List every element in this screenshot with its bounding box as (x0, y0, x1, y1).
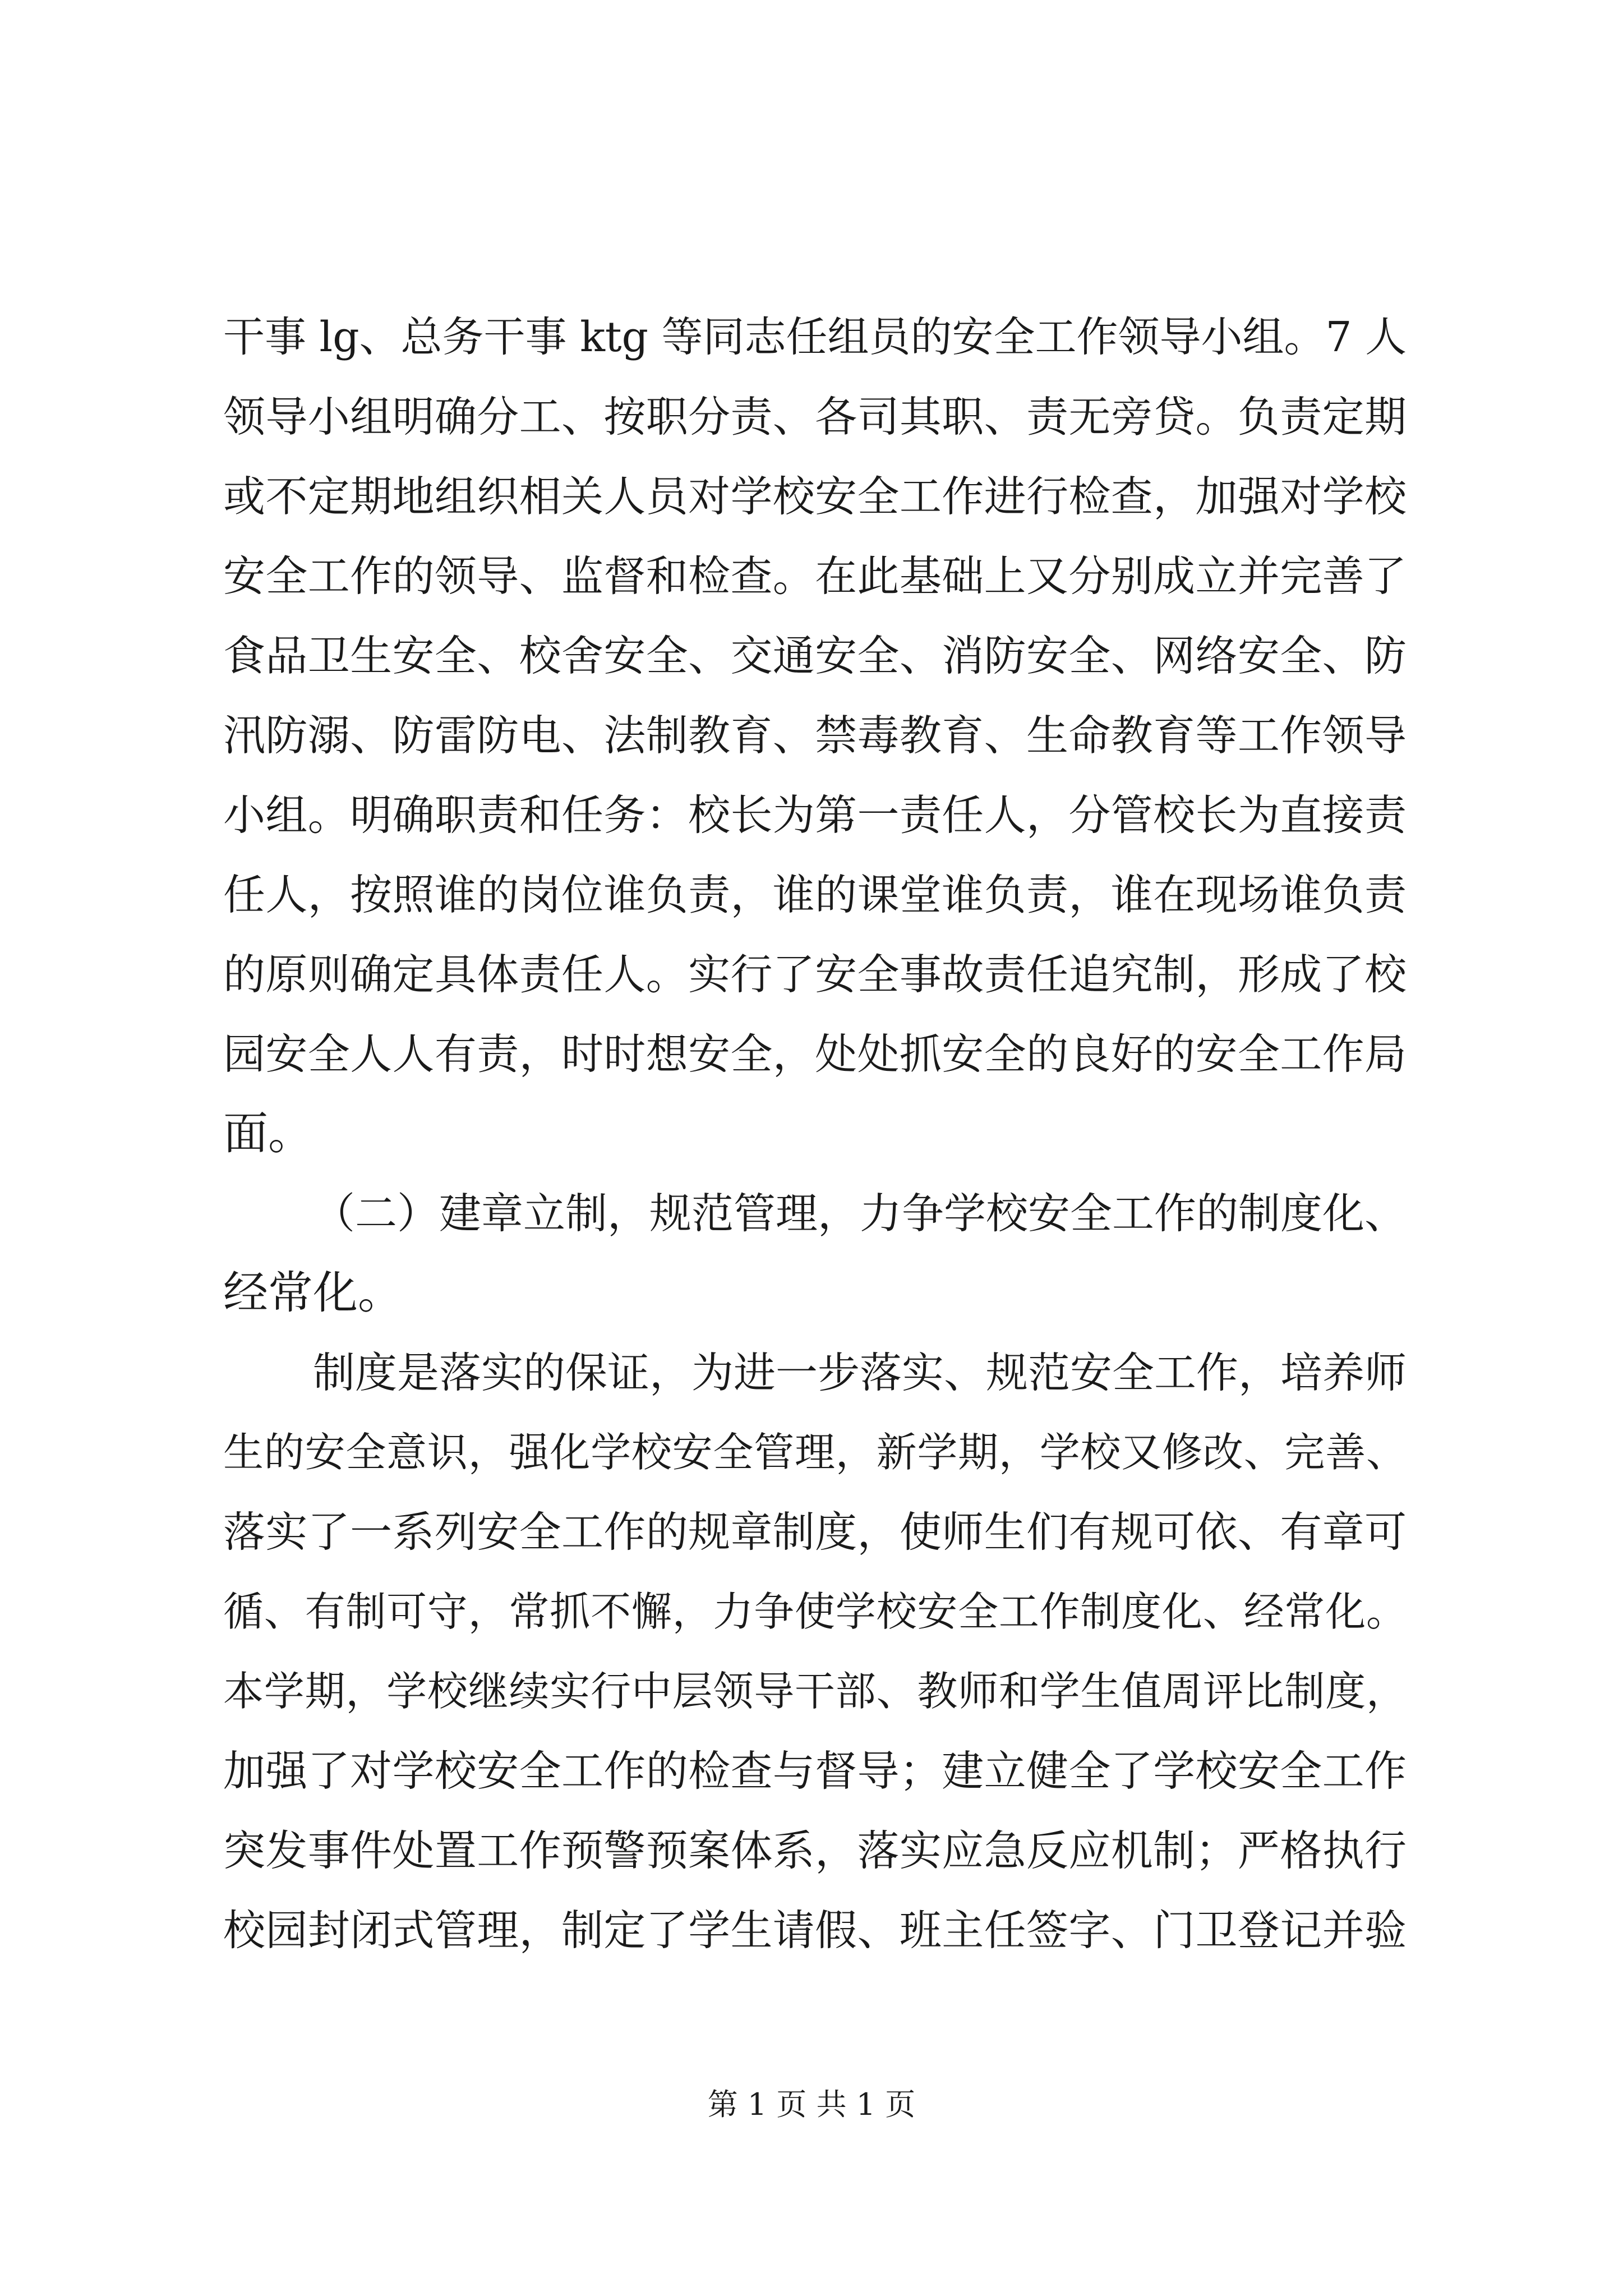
text-line: 干事 lg、总务干事 ktg 等同志任组员的安全工作领导小组。7 人 (223, 313, 1407, 361)
text-line: 汛防溺、防雷防电、法制教育、禁毒教育、生命教育等工作领导 (223, 711, 1407, 760)
text-line: 生的安全意识，强化学校安全管理，新学期，学校又修改、完善、 (223, 1429, 1407, 1476)
text-line: 制度是落实的保证，为进一步落实、规范安全工作，培养师 (313, 1348, 1407, 1397)
text-line: 加强了对学校安全工作的检查与督导；建立健全了学校安全工作 (223, 1746, 1407, 1796)
text-line: 任人，按照谁的岗位谁负责，谁的课堂谁负责，谁在现场谁负责 (223, 870, 1407, 919)
text-line: 安全工作的领导、监督和检查。在此基础上又分别成立并完善了 (223, 551, 1407, 601)
text-line: 的原则确定具体责任人。实行了安全事故责任追究制，形成了校 (223, 950, 1407, 999)
text-line: 落实了一系列安全工作的规章制度，使师生们有规可依、有章可 (223, 1507, 1407, 1557)
text-line: 循、有制可守，常抓不懈，力争使学校安全工作制度化、经常化。 (223, 1588, 1407, 1635)
page-footer: 第 1 页 共 1 页 (707, 2087, 916, 2122)
text-line: 园安全人人有责，时时想安全，处处抓安全的良好的安全工作局 (223, 1029, 1407, 1079)
text-line: 或不定期地组织相关人员对学校安全工作进行检查，加强对学校 (223, 472, 1407, 521)
text-line: 校园封闭式管理，制定了学生请假、班主任签字、门卫登记并验 (223, 1906, 1407, 1955)
section-heading-continued: 经常化。 (223, 1267, 403, 1319)
section-heading: （二）建章立制，规范管理，力争学校安全工作的制度化、 (313, 1189, 1407, 1238)
text-line: 本学期，学校继续实行中层领导干部、教师和学生值周评比制度， (223, 1668, 1407, 1715)
text-line: 食品卫生安全、校舍安全、交通安全、消防安全、网络安全、防 (223, 631, 1407, 680)
text-line: 小组。明确职责和任务：校长为第一责任人，分管校长为直接责 (223, 790, 1407, 840)
text-line: 突发事件处置工作预警预案体系，落实应急反应机制；严格执行 (223, 1826, 1407, 1875)
text-line: 领导小组明确分工、按职分责、各司其职、责无旁贷。负责定期 (223, 392, 1407, 441)
text-line: 面。 (223, 1107, 313, 1159)
